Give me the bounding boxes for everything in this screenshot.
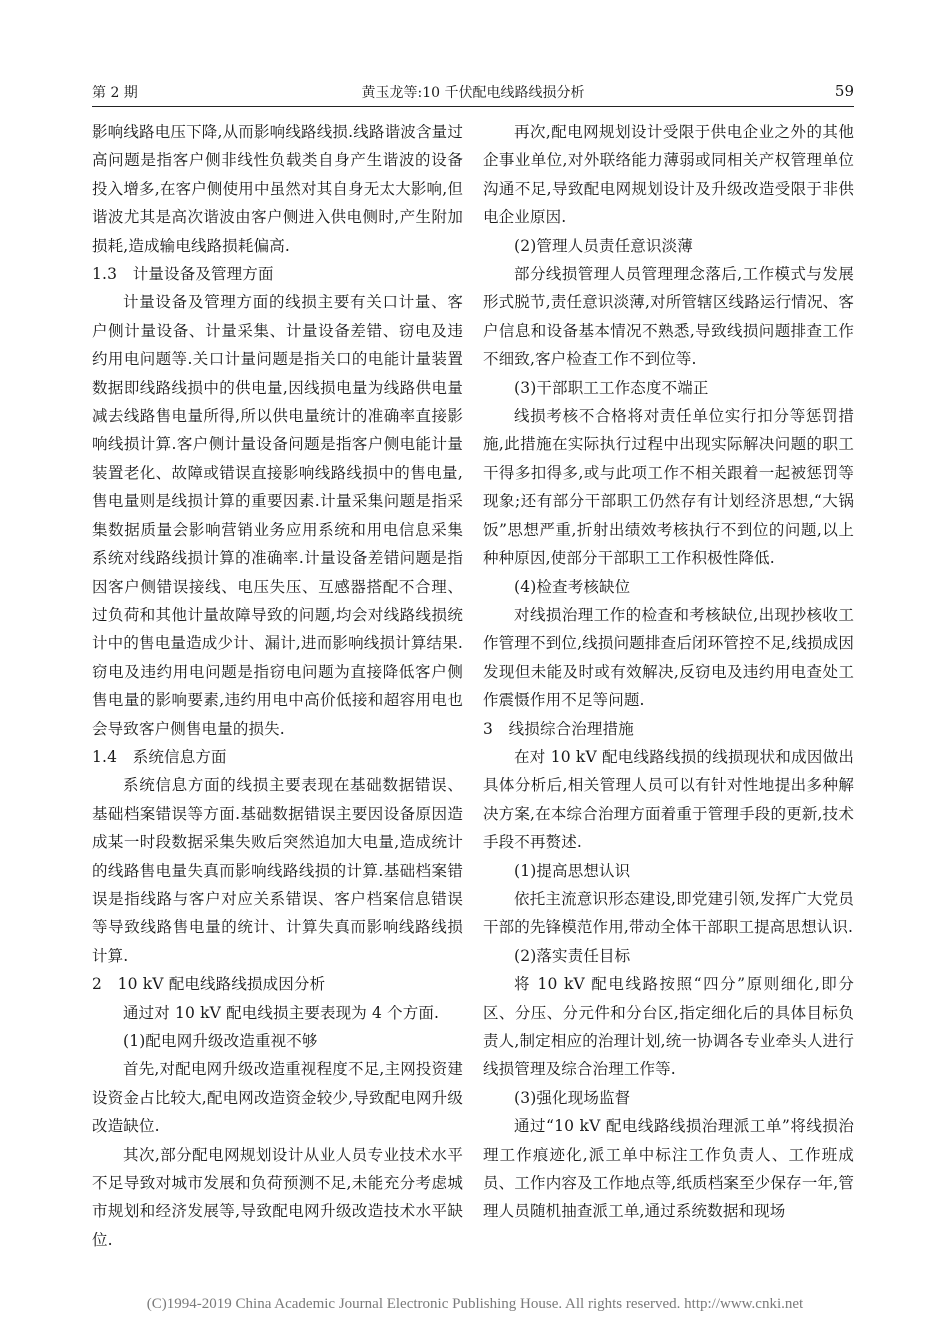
paragraph: 对线损治理工作的检查和考核缺位,出现抄核收工作管理不到位,线损问题排查后闭环管控不足,线损成因发现但未能及时或有效解决,反窃电及违约用电查处工作震慑作用不足等问题. [483,605,854,710]
paragraph: 影响线路电压下降,从而影响线路线损.线路谐波含量过高问题是指客户侧非线性负载类自身产生谐波的设备投入增多,在客户侧使用中虽然对其自身无太大影响,但谐波尤其是高次谐波由客户侧进入供电侧时,产生附加损耗,造成输电线路损耗偏高. [92,123,463,255]
paragraph: 首先,对配电网升级改造重视程度不足,主网投资建设资金占比较大,配电网改造资金较少,导致配电网升级改造缺位. [92,1060,463,1136]
section-heading: 1.3 计量设备及管理方面 [92,265,274,284]
paragraph: 在对 10 kV 配电线路线损的线损现状和成因做出具体分析后,相关管理人员可以有针对性地提出多种解决方案,在本综合治理方面着重于管理手段的更新,技术手段不再赘述. [483,747,854,852]
running-title: 黄玉龙等:10 千伏配电线路线损分析 [361,85,585,101]
paragraph: 依托主流意识形态建设,即党建引领,发挥广大党员干部的先锋模范作用,带动全体干部职工提高思想认识. [483,889,854,937]
paragraph: 线损考核不合格将对责任单位实行扣分等惩罚措施,此措施在实际执行过程中出现实际解决问题的职工干得多扣得多,或与此项工作不相关跟着一起被惩罚等现象;还有部分干部职工仍然存有计划经济思想,“大锅饭”思想严重,折射出绩效考核执行不到位的问题,以上种种原因,使部分干部职工工作积极性降低. [483,407,854,568]
paragraph: 再次,配电网规划设计受限于供电企业之外的其他企事业单位,对外联络能力薄弱或同相关产权管理单位沟通不足,导致配电网规划设计及升级改造受限于非供电企业原因. [483,123,854,227]
subsection-heading: (2)落实责任目标 [514,946,631,965]
paragraph: 通过对 10 kV 配电线损主要表现为 4 个方面. [123,1003,440,1022]
paragraph: 将 10 kV 配电线路按照“四分”原则细化,即分区、分压、分元件和分台区,指定细化后的具体目标负责人,制定相应的治理计划,统一协调各专业牵头人进行线损管理及综合治理工作等. [483,975,854,1079]
right-column [483,118,854,1226]
copyright-footer: (C)1994-2019 China Academic Journal Electronic Publishing House. All rights reserved. http://www.cnki.net [146,1296,804,1312]
paragraph: 计量设备及管理方面的线损主要有关口计量、客户侧计量设备、计量采集、计量设备差错、窃电及违约用电问题等.关口计量问题是指关口的电能计量装置数据即线路线损中的供电量,因线损电量为线路供电量减去线路售电量所得,所以供电量统计的准确率直接影响线损计算.客户侧计量设备问题是指客户侧电能计量装置老化、故障或错误直接影响线路线损中的售电量,售电量则是线损计算的重要因素.计量采集问题是指采集数据质量会影响营销业务应用系统和用电信息采集系统对线路线损计算的准确率.计量设备差错问题是指因客户侧错误接线、电压失压、互感器搭配不合理、过负荷和其他计量故障导致的问题,均会对线路线损统计中的售电量造成少计、漏计,进而影响线损计算结果.窃电及违约用电问题是指窃电问题为直接降低客户侧售电量的影响要素,违约用电中高价低接和超容用电也会导致客户侧售电量的损失. [92,293,463,738]
subsection-heading: (3)干部职工工作态度不端正 [514,378,709,397]
subsection-heading: (3)强化现场监督 [514,1088,631,1107]
subsection-heading: (1)配电网升级改造重视不够 [123,1032,318,1050]
subsection-heading: (1)提高思想认识 [514,861,631,880]
paragraph: 系统信息方面的线损主要表现在基础数据错误、基础档案错误等方面.基础数据错误主要因设备原因造成某一时段数据采集失败后突然追加大电量,造成统计的线路售电量失真而影响线路线损的计算.基础档案错误是指线路与客户对应关系错误、客户档案信息错误等导致线路售电量的统计、计算失真而影响线路线损计算. [92,776,463,965]
section-heading: 1.4 系统信息方面 [92,747,227,766]
page-number: 59 [834,82,854,100]
section-heading: 3 线损综合治理措施 [483,719,634,738]
paragraph: 通过“10 kV 配电线路线损治理派工单”将线损治理工作痕迹化,派工单中标注工作负责人、工作班成员、工作内容及工作地点等,纸质档案至少保存一年,管理人员随机抽查派工单,通过系统数据和现场 [483,1117,854,1221]
left-column [92,118,463,1254]
subsection-heading: (2)管理人员责任意识淡薄 [514,236,693,255]
paragraph: 部分线损管理人员管理理念落后,工作模式与发展形式脱节,责任意识淡薄,对所管辖区线路运行情况、客户信息和设备基本情况不熟悉,导致线损问题排查工作不细致,客户检查工作不到位等. [483,265,854,369]
subsection-heading: (4)检查考核缺位 [514,577,631,596]
issue-number: 第 2 期 [92,85,138,101]
section-heading: 2 10 kV 配电线路线损成因分析 [92,975,326,994]
running-header [92,78,854,107]
paragraph: 其次,部分配电网规划设计从业人员专业技术水平不足导致对城市发展和负荷预测不足,未能充分考虑城市规划和经济发展等,导致配电网升级改造技术水平缺位. [92,1145,463,1249]
